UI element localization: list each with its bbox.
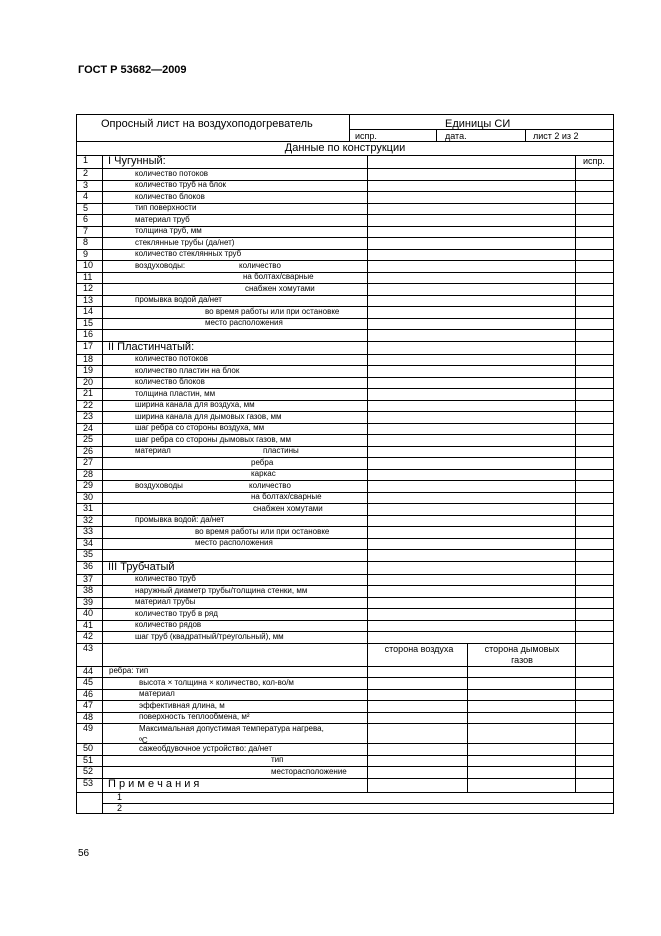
row-number: 23 — [83, 411, 94, 421]
row-label: сажеобдувочное устройство: да/нет — [139, 743, 272, 753]
row-label: материал трубы — [135, 597, 196, 606]
row-label: шаг ребра со стороны дымовых газов, мм — [135, 434, 292, 444]
row-number: 36 — [83, 560, 94, 571]
units-label: Единицы СИ — [445, 118, 511, 130]
row-number: 19 — [83, 365, 94, 375]
row-label: снабжен хомутами — [253, 503, 323, 513]
section-title: Данные по конструкции — [284, 142, 406, 154]
table-rule — [77, 492, 613, 493]
form-title: Опросный лист на воздухоподогреватель — [101, 118, 313, 130]
row-label: I Чугунный: — [108, 155, 166, 167]
row-label: тип поверхности — [135, 203, 197, 212]
table-rule — [349, 129, 613, 130]
row-label: промывка водой: да/нет — [135, 515, 225, 524]
row-label: Максимальная допустимая температура нагрева, — [139, 723, 324, 733]
table-rule — [77, 272, 613, 273]
row-label: тип — [271, 755, 284, 764]
row-number: 2 — [83, 168, 89, 178]
row-number: 14 — [83, 306, 94, 316]
table-rule — [367, 155, 368, 792]
row-number: 28 — [83, 468, 94, 479]
row-label: эффективная длина, м — [139, 700, 225, 710]
row-label: стеклянные трубы (да/нет) — [135, 237, 235, 247]
row-number: 11 — [83, 271, 93, 282]
row-number: 38 — [83, 585, 94, 595]
row-label: пластины — [263, 446, 299, 455]
row-label: П р и м е ч а н и я — [108, 777, 200, 790]
row-number: 29 — [83, 480, 94, 490]
table-rule — [525, 129, 526, 141]
row-label: во время работы или при остановке — [205, 306, 340, 316]
row-number: 47 — [83, 700, 94, 710]
row-label: во время работы или при остановке — [195, 526, 330, 536]
row-label: ребра — [251, 457, 274, 467]
table-rule — [77, 318, 613, 319]
row-number: 1 — [83, 155, 89, 165]
row-number: 49 — [83, 723, 94, 733]
row-number: 17 — [83, 340, 94, 351]
table-rule — [467, 643, 468, 792]
row-number: 7 — [83, 225, 89, 236]
row-label: II Пластинчатый: — [108, 340, 195, 353]
row-number: 27 — [83, 457, 94, 467]
row-number: 25 — [83, 434, 94, 444]
row-number: 37 — [83, 573, 94, 584]
row-label: шаг труб (квадратный/треугольный), мм — [135, 631, 284, 641]
row-number: 48 — [83, 711, 94, 722]
row-number: 18 — [83, 353, 94, 364]
document-header: ГОСТ Р 53682—2009 — [78, 64, 187, 76]
row-number: 16 — [83, 329, 94, 339]
row-number: 31 — [83, 503, 94, 513]
row-label: толщина труб, мм — [135, 226, 202, 235]
row-number: 22 — [83, 399, 94, 410]
table-rule — [77, 526, 613, 527]
table-rule — [575, 643, 576, 792]
row-number: 13 — [83, 294, 94, 305]
row-label: количество стеклянных труб — [135, 249, 242, 258]
row-label: количество потоков — [135, 354, 209, 363]
row-number: 30 — [83, 491, 94, 502]
row-label: ºС — [139, 735, 148, 745]
page-number: 56 — [78, 848, 90, 859]
row-label: каркас — [251, 469, 276, 478]
row-label: материал — [135, 446, 171, 455]
row-label: количество рядов — [135, 620, 202, 629]
row-number: 44 — [83, 665, 94, 676]
flue-side-header-line1: сторона дымовых — [484, 644, 560, 654]
row-label: III Трубчатый — [108, 560, 175, 573]
row-label: месторасположение — [271, 766, 347, 776]
questionnaire-table — [76, 114, 614, 814]
date-label: дата. — [445, 131, 467, 141]
row-number: 34 — [83, 537, 94, 548]
row-label: на болтах/сварные — [251, 492, 322, 501]
table-rule — [77, 755, 613, 756]
row-label: воздуховоды: — [135, 260, 186, 270]
row-number: 33 — [83, 526, 94, 536]
row-label: количество труб в ряд — [135, 608, 218, 618]
row-number: 8 — [83, 237, 89, 247]
row-label: количество потоков — [135, 168, 209, 178]
row-number: 45 — [83, 677, 94, 687]
table-rule — [77, 457, 613, 458]
row-label: промывка водой да/нет — [135, 295, 222, 304]
row-number: 12 — [83, 283, 94, 293]
row-number: 50 — [83, 743, 94, 753]
row-number: 52 — [83, 766, 94, 776]
sheet-label: лист 2 из 2 — [533, 131, 579, 141]
row-label: на болтах/сварные — [243, 272, 314, 281]
row-number: 5 — [83, 202, 89, 213]
row-label: место расположения — [205, 318, 283, 327]
table-rule — [77, 141, 613, 142]
air-side-header: сторона воздуха — [384, 644, 454, 654]
row-label: ребра: тип — [109, 666, 149, 675]
row-number: 53 — [83, 777, 94, 788]
row-label: количество блоков — [135, 377, 205, 386]
note-item: 1 — [117, 791, 123, 802]
row-label: наружный диаметр трубы/толщина стенки, мм — [135, 585, 308, 595]
row-number: 6 — [83, 214, 89, 224]
row-number: 43 — [83, 642, 94, 653]
table-rule — [77, 549, 613, 550]
row-number: 40 — [83, 608, 94, 618]
row-number: 9 — [83, 248, 89, 259]
row-number: 10 — [83, 260, 94, 270]
row-label: высота × толщина × количество, кол-во/м — [139, 677, 294, 687]
table-rule — [77, 306, 613, 307]
table-rule — [102, 803, 613, 804]
table-rule — [349, 115, 350, 141]
row-number: 20 — [83, 376, 94, 387]
row-label: материал труб — [135, 214, 190, 224]
row-label: ширина канала для воздуха, мм — [135, 400, 255, 409]
row-label: количество — [249, 480, 291, 490]
table-rule — [575, 155, 576, 643]
row-number: 15 — [83, 317, 94, 328]
table-rule — [77, 792, 613, 793]
row-number: 39 — [83, 596, 94, 607]
row-number: 46 — [83, 688, 94, 699]
table-rule — [77, 469, 613, 470]
table-rule — [77, 503, 613, 504]
table-rule — [77, 666, 613, 667]
row-label: место расположения — [195, 538, 273, 547]
row-label: количество — [239, 260, 281, 270]
row-label: воздуховоды — [135, 480, 183, 490]
table-rule — [77, 283, 613, 284]
row-label: количество труб на блок — [135, 180, 227, 189]
row-label: количество блоков — [135, 191, 205, 201]
table-rule — [77, 538, 613, 539]
row-label: количество пластин на блок — [135, 365, 240, 375]
ispr-label: испр. — [355, 131, 377, 141]
row-number: 32 — [83, 514, 94, 525]
row-number: 4 — [83, 191, 89, 201]
table-rule — [77, 643, 613, 644]
row-number: 41 — [83, 619, 94, 630]
row-number: 35 — [83, 549, 94, 559]
row-label: ширина канала для дымовых газов, мм — [135, 411, 282, 421]
table-rule — [102, 155, 103, 813]
ispr-column-header: испр. — [583, 156, 605, 166]
row-label: количество труб — [135, 574, 196, 583]
row-label: толщина пластин, мм — [135, 388, 216, 398]
row-label: материал — [139, 689, 175, 698]
table-rule — [77, 329, 613, 330]
row-number: 24 — [83, 422, 94, 433]
row-number: 42 — [83, 631, 94, 641]
flue-side-header-line2: газов — [511, 655, 533, 665]
row-number: 21 — [83, 388, 94, 398]
row-number: 3 — [83, 179, 89, 190]
note-item: 2 — [117, 802, 123, 813]
table-rule — [436, 129, 437, 141]
row-label: снабжен хомутами — [245, 283, 315, 293]
row-label: поверхность теплообмена, м² — [139, 712, 250, 721]
row-number: 26 — [83, 445, 94, 456]
row-number: 51 — [83, 754, 94, 765]
row-label: шаг ребра со стороны воздуха, мм — [135, 423, 265, 432]
